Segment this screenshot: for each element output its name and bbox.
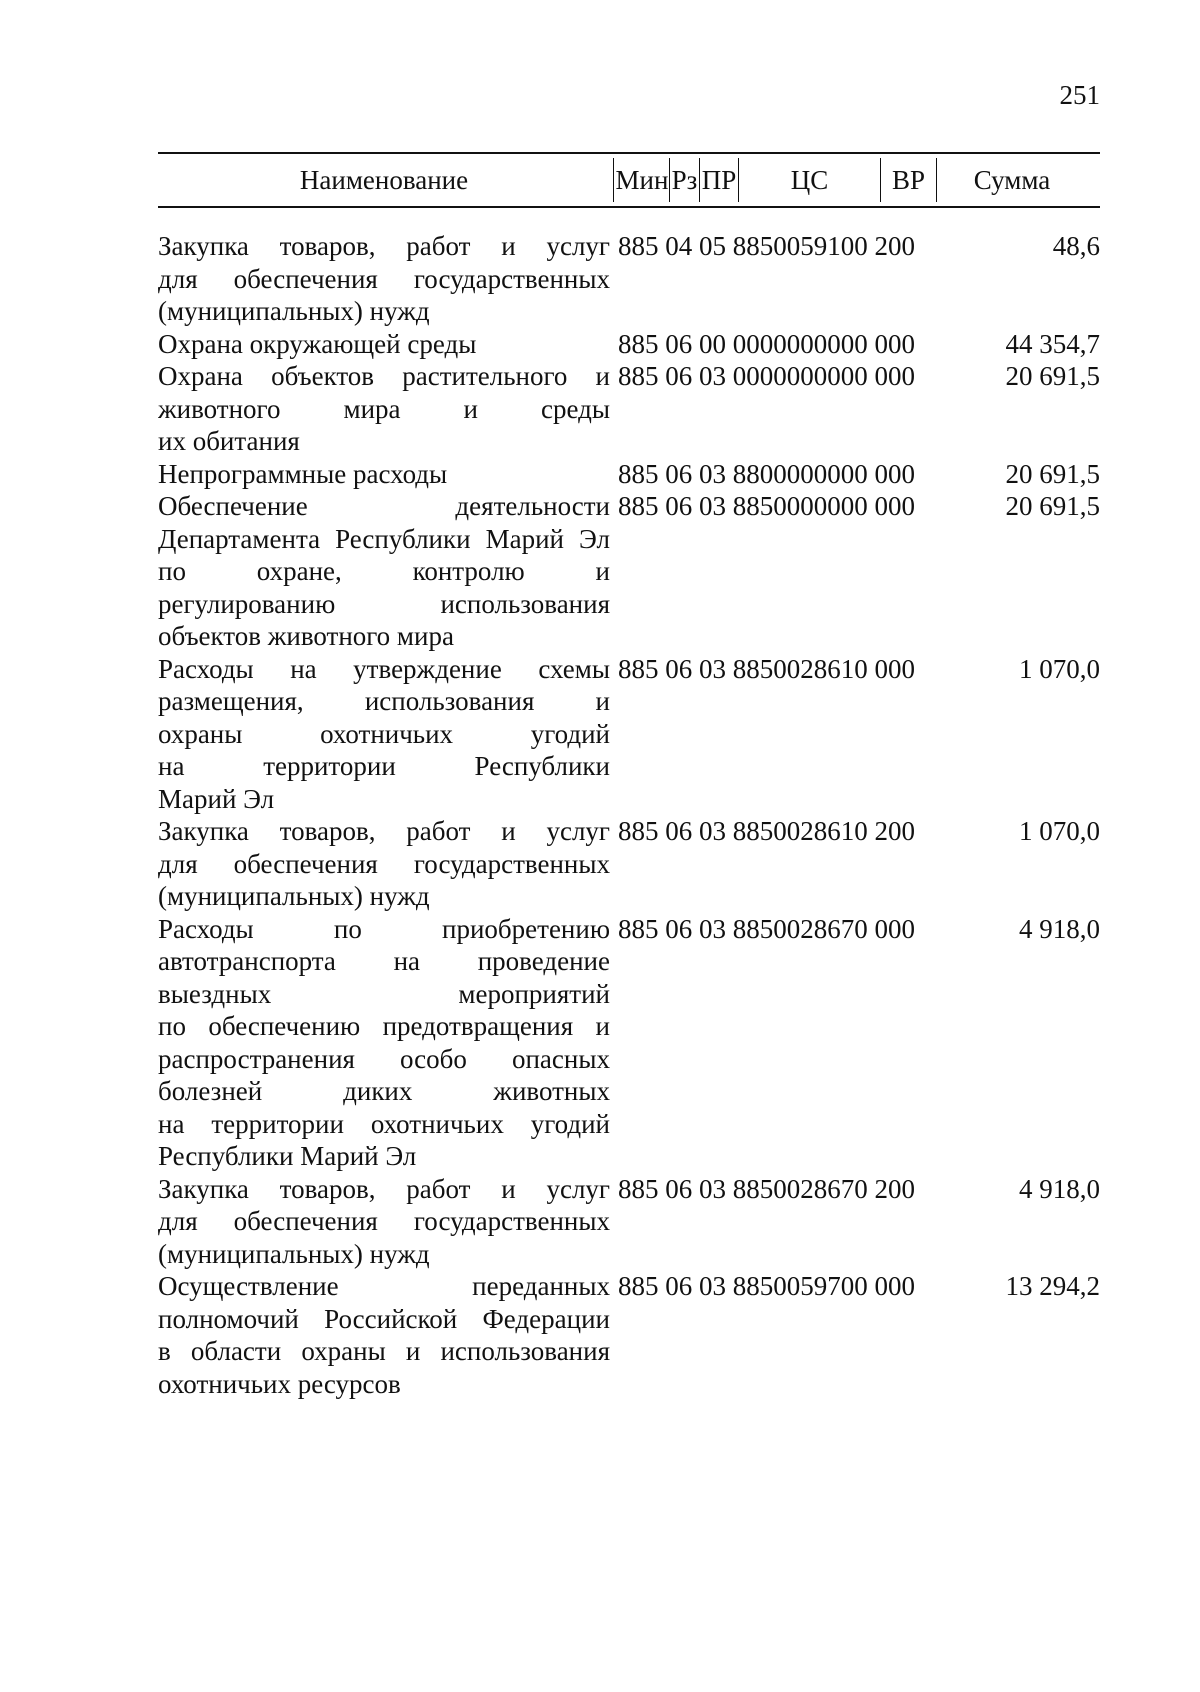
- header-separator: [613, 158, 614, 202]
- row-sum: 4 918,0: [1019, 1173, 1100, 1204]
- row-code-cs: 0000000000: [732, 328, 868, 359]
- row-name-line: размещения, использования и: [158, 686, 610, 716]
- header-sum: Сумма: [973, 165, 1051, 195]
- row-code-cs: 8850000000: [732, 491, 868, 521]
- row-name-line: Расходы по приобретению: [158, 913, 610, 944]
- row-code-cs: 8850028610: [732, 816, 868, 846]
- row-code-min: 885: [618, 231, 659, 261]
- row-name-line: (муниципальных) нужд: [158, 1238, 430, 1269]
- row-codes: [618, 1270, 915, 1303]
- row-name: [158, 815, 610, 913]
- row-codes: [618, 653, 915, 686]
- row-code-rz: 06: [665, 361, 693, 391]
- row-code-vr: 000: [874, 491, 915, 521]
- row-code-vr: 200: [874, 1173, 915, 1204]
- table-header: [158, 152, 1100, 208]
- row-name-line: для обеспечения государственных: [158, 1206, 610, 1236]
- row-name-line: животного мира и среды: [158, 393, 610, 424]
- row-code-min: 885: [618, 458, 659, 489]
- table-row: [158, 653, 1100, 816]
- row-name-line: охотничьих ресурсов: [158, 1368, 401, 1399]
- row-code-vr: 000: [874, 458, 915, 489]
- row-code-rz: 06: [665, 913, 693, 944]
- table-row: [158, 913, 1100, 1173]
- row-code-cs: 8850059100: [732, 231, 868, 261]
- row-code-min: 885: [618, 1271, 659, 1301]
- row-name-line: охраны охотничьих угодий: [158, 718, 610, 749]
- table-row: [158, 328, 1100, 361]
- row-name-line: (муниципальных) нужд: [158, 881, 430, 911]
- row-name-line: Республики Марий Эл: [158, 1141, 417, 1171]
- row-name-line: объектов животного мира: [158, 621, 454, 651]
- row-sum: 4 918,0: [1019, 913, 1100, 944]
- row-code-pr: 03: [699, 491, 726, 521]
- row-code-vr: 000: [874, 913, 915, 944]
- row-sum: 1 070,0: [1019, 816, 1100, 846]
- row-codes: [618, 1173, 915, 1206]
- row-name-line: распространения особо опасных: [158, 1043, 610, 1074]
- row-name-line: Марий Эл: [158, 783, 275, 814]
- row-name-line: на территории Республики: [158, 751, 610, 781]
- row-name-line: их обитания: [158, 426, 300, 456]
- row-code-vr: 000: [874, 1271, 915, 1301]
- row-name-line: для обеспечения государственных: [158, 848, 610, 879]
- row-sum: 20 691,5: [1005, 491, 1100, 521]
- table-row: [158, 815, 1100, 913]
- row-name-line: Расходы на утверждение схемы: [158, 653, 610, 684]
- row-name: [158, 1270, 610, 1400]
- row-code-rz: 06: [665, 491, 693, 521]
- table-body: [158, 208, 1100, 1400]
- header-min: Мин: [615, 165, 669, 195]
- row-code-rz: 06: [665, 816, 693, 846]
- row-codes: [618, 815, 915, 848]
- row-code-vr: 000: [874, 328, 915, 359]
- header-name: Наименование: [299, 165, 469, 195]
- row-name-line: регулированию использования: [158, 588, 610, 619]
- row-code-vr: 200: [874, 231, 915, 261]
- row-name-line: болезней диких животных: [158, 1076, 610, 1106]
- row-codes: [618, 458, 915, 491]
- table-row: [158, 1270, 1100, 1400]
- row-name-line: Закупка товаров, работ и услуг: [158, 231, 610, 261]
- row-code-rz: 06: [665, 328, 693, 359]
- row-sum: 44 354,7: [1005, 328, 1100, 359]
- row-code-rz: 06: [665, 1173, 693, 1204]
- row-code-cs: 8850059700: [732, 1271, 868, 1301]
- row-name: [158, 653, 610, 816]
- row-name-line: в области охраны и использования: [158, 1336, 610, 1366]
- table-row: [158, 458, 1100, 491]
- row-name: [158, 360, 610, 458]
- table-row: [158, 360, 1100, 458]
- row-name: [158, 328, 610, 361]
- row-code-cs: 8850028670: [732, 913, 868, 944]
- header-vr: ВР: [891, 165, 926, 195]
- row-name-line: по охране, контролю и: [158, 556, 610, 586]
- row-code-pr: 03: [699, 816, 726, 846]
- row-code-min: 885: [618, 913, 659, 944]
- row-code-min: 885: [618, 328, 659, 359]
- row-code-pr: 03: [699, 1173, 726, 1204]
- row-code-vr: 200: [874, 816, 915, 846]
- row-code-cs: 8850028610: [732, 653, 868, 684]
- row-code-vr: 000: [874, 653, 915, 684]
- row-code-rz: 06: [665, 653, 693, 684]
- row-codes: [618, 328, 915, 361]
- row-name-line: на территории охотничьих угодий: [158, 1108, 610, 1139]
- row-codes: [618, 360, 915, 393]
- row-code-min: 885: [618, 1173, 659, 1204]
- row-code-pr: 03: [699, 458, 726, 489]
- row-name-line: по обеспечению предотвращения и: [158, 1011, 610, 1041]
- row-name: [158, 230, 610, 328]
- row-code-cs: 8800000000: [732, 458, 868, 489]
- row-sum: 1 070,0: [1019, 653, 1100, 684]
- page-number: 251: [1059, 80, 1100, 110]
- header-rz: Рз: [671, 165, 698, 195]
- row-sum: 13 294,2: [1005, 1271, 1100, 1301]
- row-name-line: Охрана окружающей среды: [158, 328, 477, 359]
- row-code-cs: 0000000000: [732, 361, 868, 391]
- row-name-line: для обеспечения государственных: [158, 263, 610, 294]
- row-sum: 20 691,5: [1005, 361, 1100, 391]
- row-code-pr: 03: [699, 361, 726, 391]
- row-name-line: Осуществление переданных: [158, 1271, 610, 1301]
- row-sum: 20 691,5: [1005, 458, 1100, 489]
- row-code-pr: 05: [699, 231, 726, 261]
- row-code-cs: 8850028670: [732, 1173, 868, 1204]
- row-code-pr: 03: [699, 653, 726, 684]
- row-code-min: 885: [618, 361, 659, 391]
- row-code-vr: 000: [874, 361, 915, 391]
- row-code-min: 885: [618, 653, 659, 684]
- row-name-line: Департамента Республики Марий Эл: [158, 523, 610, 554]
- row-code-pr: 03: [699, 1271, 726, 1301]
- row-code-rz: 06: [665, 1271, 693, 1301]
- table-row: [158, 1173, 1100, 1271]
- row-code-min: 885: [618, 816, 659, 846]
- row-sum: 48,6: [1052, 231, 1100, 261]
- row-name-line: (муниципальных) нужд: [158, 296, 430, 326]
- header-pr: ПР: [701, 165, 737, 195]
- row-name-line: автотранспорта на проведение: [158, 946, 610, 976]
- row-code-pr: 03: [699, 913, 726, 944]
- row-name-line: Охрана объектов растительного и: [158, 361, 610, 391]
- row-name-line: выездных мероприятий: [158, 978, 610, 1009]
- row-name-line: Закупка товаров, работ и услуг: [158, 1173, 610, 1204]
- row-name-line: Непрограммные расходы: [158, 458, 448, 489]
- row-codes: [618, 913, 915, 946]
- row-name: [158, 490, 610, 653]
- row-name-line: полномочий Российской Федерации: [158, 1303, 610, 1334]
- row-code-min: 885: [618, 491, 659, 521]
- row-name: [158, 1173, 610, 1271]
- row-codes: [618, 230, 915, 263]
- row-name-line: Закупка товаров, работ и услуг: [158, 816, 610, 846]
- header-cs: ЦС: [790, 165, 829, 195]
- table-row: [158, 230, 1100, 328]
- row-name: [158, 913, 610, 1173]
- table-row: [158, 490, 1100, 653]
- row-code-rz: 04: [665, 231, 693, 261]
- row-code-pr: 00: [699, 328, 726, 359]
- row-name-line: Обеспечение деятельности: [158, 491, 610, 521]
- row-name: [158, 458, 610, 491]
- row-codes: [618, 490, 915, 523]
- budget-table: [158, 152, 1100, 1400]
- row-code-rz: 06: [665, 458, 693, 489]
